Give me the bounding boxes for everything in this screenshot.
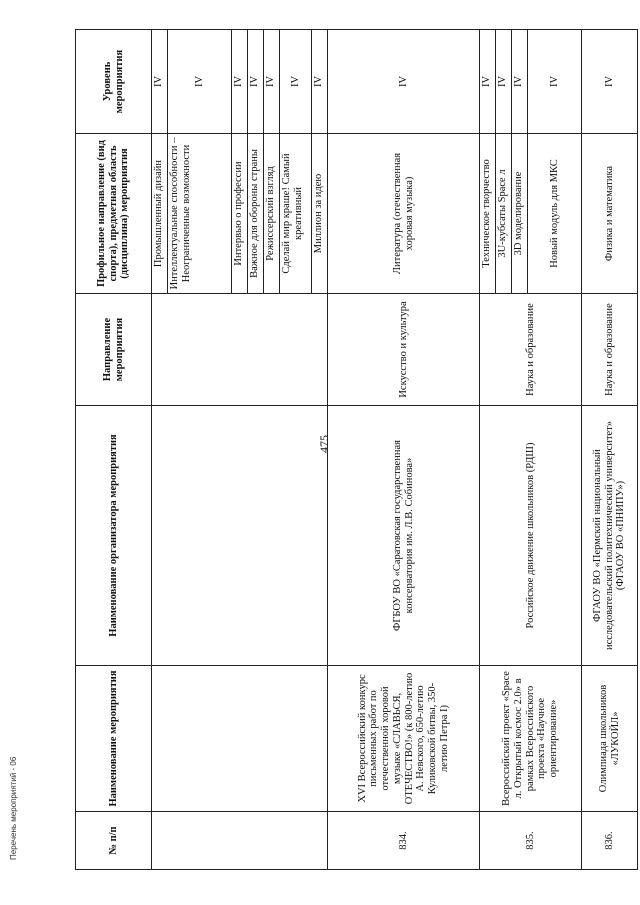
header-name: Наименование мероприятия [76,666,152,812]
event-name: Олимпиада школьников «ЛУКОЙЛ» [582,666,638,812]
row-number: 835. [480,812,582,870]
prev-level: IV [280,30,312,134]
header-direction: Направление мероприятия [76,294,152,406]
event-profile: Техническое творчество [480,134,496,294]
event-level: IV [512,30,528,134]
prev-profile: Режиссерский взгляд [264,134,280,294]
prev-level: IV [264,30,280,134]
prev-profile: Важное для обороны страны [248,134,264,294]
prev-direction-cell [152,294,328,406]
prev-organizer-cell [152,406,328,666]
event-organizer: ФГАОУ ВО «Пермский национальный исследовательский политехнический университет» (ФГАОУ ВО «ПНИПУ») [582,406,638,666]
prev-profile: Миллион за идею [312,134,328,294]
previous-row-0 [152,30,168,870]
event-profile: Физика и математика [582,134,638,294]
event-direction: Наука и образование [582,294,638,406]
table-row-834 [328,30,480,870]
event-level: IV [328,30,480,134]
page-number: 475 [317,435,331,453]
prev-level: IV [248,30,264,134]
row-number: 834. [328,812,480,870]
event-direction: Искусство и культура [328,294,480,406]
event-profile: Новый модуль для МКС [528,134,582,294]
prev-profile: Промышленный дизайн [152,134,168,294]
event-profile: 3U-кубсаты Space л [496,134,512,294]
header-organizer: Наименование организатора мероприятия [76,406,152,666]
prev-name-cell [152,666,328,812]
table-header-row [76,30,152,870]
prev-profile: Интеллектуальные способности – Неограниченные возможности [168,134,232,294]
event-name: XVI Всероссийский конкурс письменных работ по отечественной хоровой музыке «СЛАВЬСЯ, ОТЕЧЕСТВО!» (к 800-летию А. Невского, 650-летию Куликовской битвы, 350-летию Петра I) [328,666,480,812]
prev-num-cell [152,812,328,870]
event-profile: Литература (отечественная хоровая музыка) [328,134,480,294]
prev-level: IV [312,30,328,134]
rotated-table-wrapper [75,30,627,870]
prev-level: IV [232,30,248,134]
row-number: 836. [582,812,638,870]
prev-level: IV [168,30,232,134]
event-direction: Наука и образование [480,294,582,406]
events-table [75,29,638,870]
table-row-836 [582,30,638,870]
event-level: IV [496,30,512,134]
prev-level: IV [152,30,168,134]
prev-profile: Интервью о профессии [232,134,248,294]
event-level: IV [582,30,638,134]
event-level: IV [528,30,582,134]
event-organizer: ФГБОУ ВО «Саратовская государственная консерватория им. Л.В. Собинова» [328,406,480,666]
event-organizer: Российское движение школьников (РДШ) [480,406,582,666]
footer-text: Перечень мероприятий - 06 [9,756,18,860]
table-row-835 [480,30,496,870]
header-num: № п/п [76,812,152,870]
prev-profile: Сделай мир краше! Самый креативный [280,134,312,294]
header-level: Уровень мероприятия [76,30,152,134]
event-level: IV [480,30,496,134]
event-profile: 3D моделирование [512,134,528,294]
event-name: Всероссийский проект «Space л. Открытый космос 2.0» в рамках Всероссийского проекта «Научное ориентирование» [480,666,582,812]
header-profile: Профильное направление (вид спорта), предметная область (дисциплина) мероприятия [76,134,152,294]
